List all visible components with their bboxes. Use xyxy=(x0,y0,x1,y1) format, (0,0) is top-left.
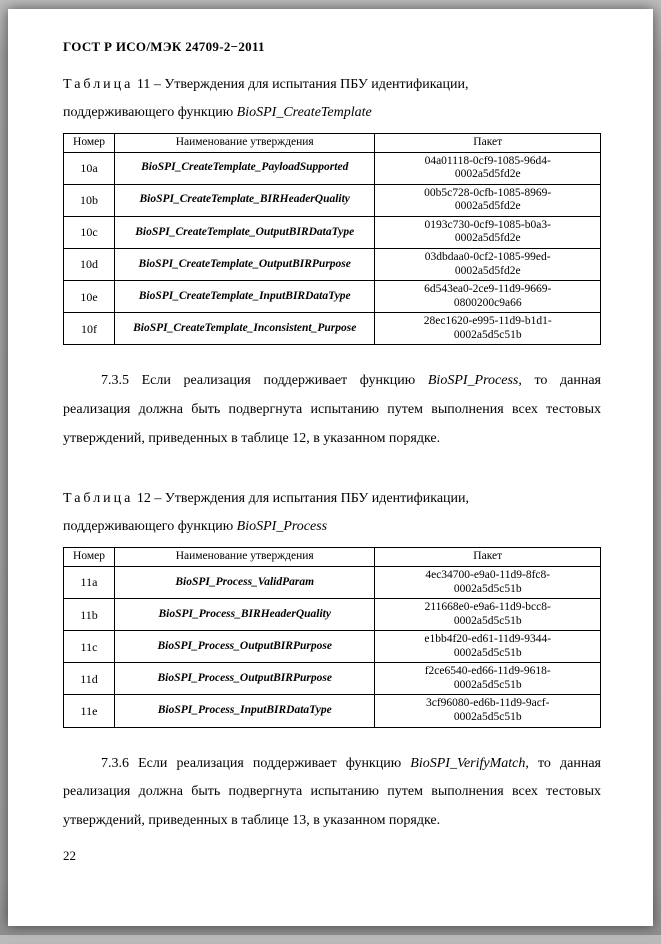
function-name-biospi-process: BioSPI_Process xyxy=(427,373,519,389)
assertion-name-cell: BioSPI_Process_ValidParam xyxy=(115,566,375,598)
assertion-number-cell: 10a xyxy=(64,152,115,184)
table-row xyxy=(64,663,601,695)
packet-uuid-cell: 4ec34700-e9a0-11d9-8fc8- 0002a5d5c51b xyxy=(375,566,601,598)
table12-caption-line2: поддерживающего функцию xyxy=(63,519,234,535)
table11-header-row xyxy=(64,134,601,153)
assertion-number-cell: 11c xyxy=(64,631,115,663)
table-row xyxy=(64,566,601,598)
packet-uuid-cell: 3cf96080-ed6b-11d9-9acf- 0002a5d5c51b xyxy=(375,695,601,727)
paragraph-7-3-5-text: 7.3.5 Если реализация поддерживает функцию xyxy=(101,373,428,389)
assertion-name-cell: BioSPI_CreateTemplate_OutputBIRDataType xyxy=(115,216,375,248)
table-row xyxy=(64,248,601,280)
paragraph-7-3-6 xyxy=(63,750,601,836)
assertion-name-cell: BioSPI_CreateTemplate_InputBIRDataType xyxy=(115,281,375,313)
table-row xyxy=(64,152,601,184)
function-name-biospi-verifymatch: BioSPI_VerifyMatch xyxy=(410,755,526,771)
table-row xyxy=(64,313,601,345)
packet-uuid-cell: f2ce6540-ed66-11d9-9618- 0002a5d5c51b xyxy=(375,663,601,695)
table11-col-packet: Пакет xyxy=(375,134,601,153)
table12-header-row xyxy=(64,548,601,567)
assertion-name-cell: BioSPI_CreateTemplate_BIRHeaderQuality xyxy=(115,184,375,216)
assertion-number-cell: 10c xyxy=(64,216,115,248)
assertion-name-cell: BioSPI_Process_InputBIRDataType xyxy=(115,695,375,727)
assertion-name-cell: BioSPI_Process_OutputBIRPurpose xyxy=(115,631,375,663)
packet-uuid-cell: 00b5c728-0cfb-1085-8969- 0002a5d5fd2e xyxy=(375,184,601,216)
packet-uuid-cell: e1bb4f20-ed61-11d9-9344- 0002a5d5c51b xyxy=(375,631,601,663)
table12-col-number: Номер xyxy=(64,548,115,567)
assertion-number-cell: 10b xyxy=(64,184,115,216)
document-page xyxy=(8,9,653,926)
paragraph-7-3-6-text: 7.3.6 Если реализация поддерживает функцию xyxy=(101,755,411,771)
assertion-number-cell: 11a xyxy=(64,566,115,598)
assertion-number-cell: 10e xyxy=(64,281,115,313)
assertion-name-cell: BioSPI_CreateTemplate_PayloadSupported xyxy=(115,152,375,184)
table-row xyxy=(64,695,601,727)
table11-caption-function: BioSPI_CreateTemplate xyxy=(236,105,372,120)
table-row xyxy=(64,281,601,313)
table-row xyxy=(64,631,601,663)
table11-col-assertion: Наименование утверждения xyxy=(115,134,375,153)
assertion-name-cell: BioSPI_CreateTemplate_Inconsistent_Purpose xyxy=(115,313,375,345)
table12-caption-function: BioSPI_Process xyxy=(236,519,328,535)
assertion-number-cell: 10f xyxy=(64,313,115,345)
table-row xyxy=(64,184,601,216)
table11-caption-line2: поддерживающего функцию xyxy=(63,105,234,120)
paragraph-7-3-5 xyxy=(63,367,601,453)
table11-caption-word: Таблица xyxy=(63,77,134,92)
table-row xyxy=(64,599,601,631)
page-number: 22 xyxy=(63,848,76,863)
packet-uuid-cell: 0193c730-0cf9-1085-b0a3- 0002a5d5fd2e xyxy=(375,216,601,248)
paragraph-7-3-5-text-after: , то данная реализация должна быть подвергнута испытанию путем выполнения всех тестовых утверждений, приведенных в таблице 12, в указанном порядке. xyxy=(63,373,601,446)
table11-caption xyxy=(63,71,601,127)
assertion-number-cell: 10d xyxy=(64,248,115,280)
table12-col-packet: Пакет xyxy=(375,548,601,567)
table-row xyxy=(64,216,601,248)
assertion-name-cell: BioSPI_CreateTemplate_OutputBIRPurpose xyxy=(115,248,375,280)
table12 xyxy=(63,547,601,727)
table12-col-assertion: Наименование утверждения xyxy=(115,548,375,567)
packet-uuid-cell: 04a01118-0cf9-1085-96d4- 0002a5d5fd2e xyxy=(375,152,601,184)
assertion-name-cell: BioSPI_Process_BIRHeaderQuality xyxy=(115,599,375,631)
table12-caption xyxy=(63,485,601,541)
packet-uuid-cell: 03dbdaa0-0cf2-1085-99ed- 0002a5d5fd2e xyxy=(375,248,601,280)
packet-uuid-cell: 6d543ea0-2ce9-11d9-9669- 0800200c9a66 xyxy=(375,281,601,313)
assertion-number-cell: 11b xyxy=(64,599,115,631)
assertion-name-cell: BioSPI_Process_OutputBIRPurpose xyxy=(115,663,375,695)
table11 xyxy=(63,133,601,345)
paragraph-7-3-6-text-after: , то данная реализация должна быть подвергнута испытанию путем выполнения всех тестовых утверждений, приведенных в таблице 13, в указанном порядке. xyxy=(63,755,601,828)
packet-uuid-cell: 28ec1620-e995-11d9-b1d1- 0002a5d5c51b xyxy=(375,313,601,345)
table12-caption-title: 12 – Утверждения для испытания ПБУ идентификации, xyxy=(136,491,470,507)
table11-caption-title: 11 – Утверждения для испытания ПБУ идентификации, xyxy=(136,77,469,92)
packet-uuid-cell: 211668e0-e9a6-11d9-bcc8- 0002a5d5c51b xyxy=(375,599,601,631)
table11-col-number: Номер xyxy=(64,134,115,153)
assertion-number-cell: 11d xyxy=(64,663,115,695)
document-standard-number: ГОСТ Р ИСО/МЭК 24709-2−2011 xyxy=(63,39,265,54)
assertion-number-cell: 11e xyxy=(64,695,115,727)
table12-caption-word: Таблица xyxy=(63,491,134,507)
